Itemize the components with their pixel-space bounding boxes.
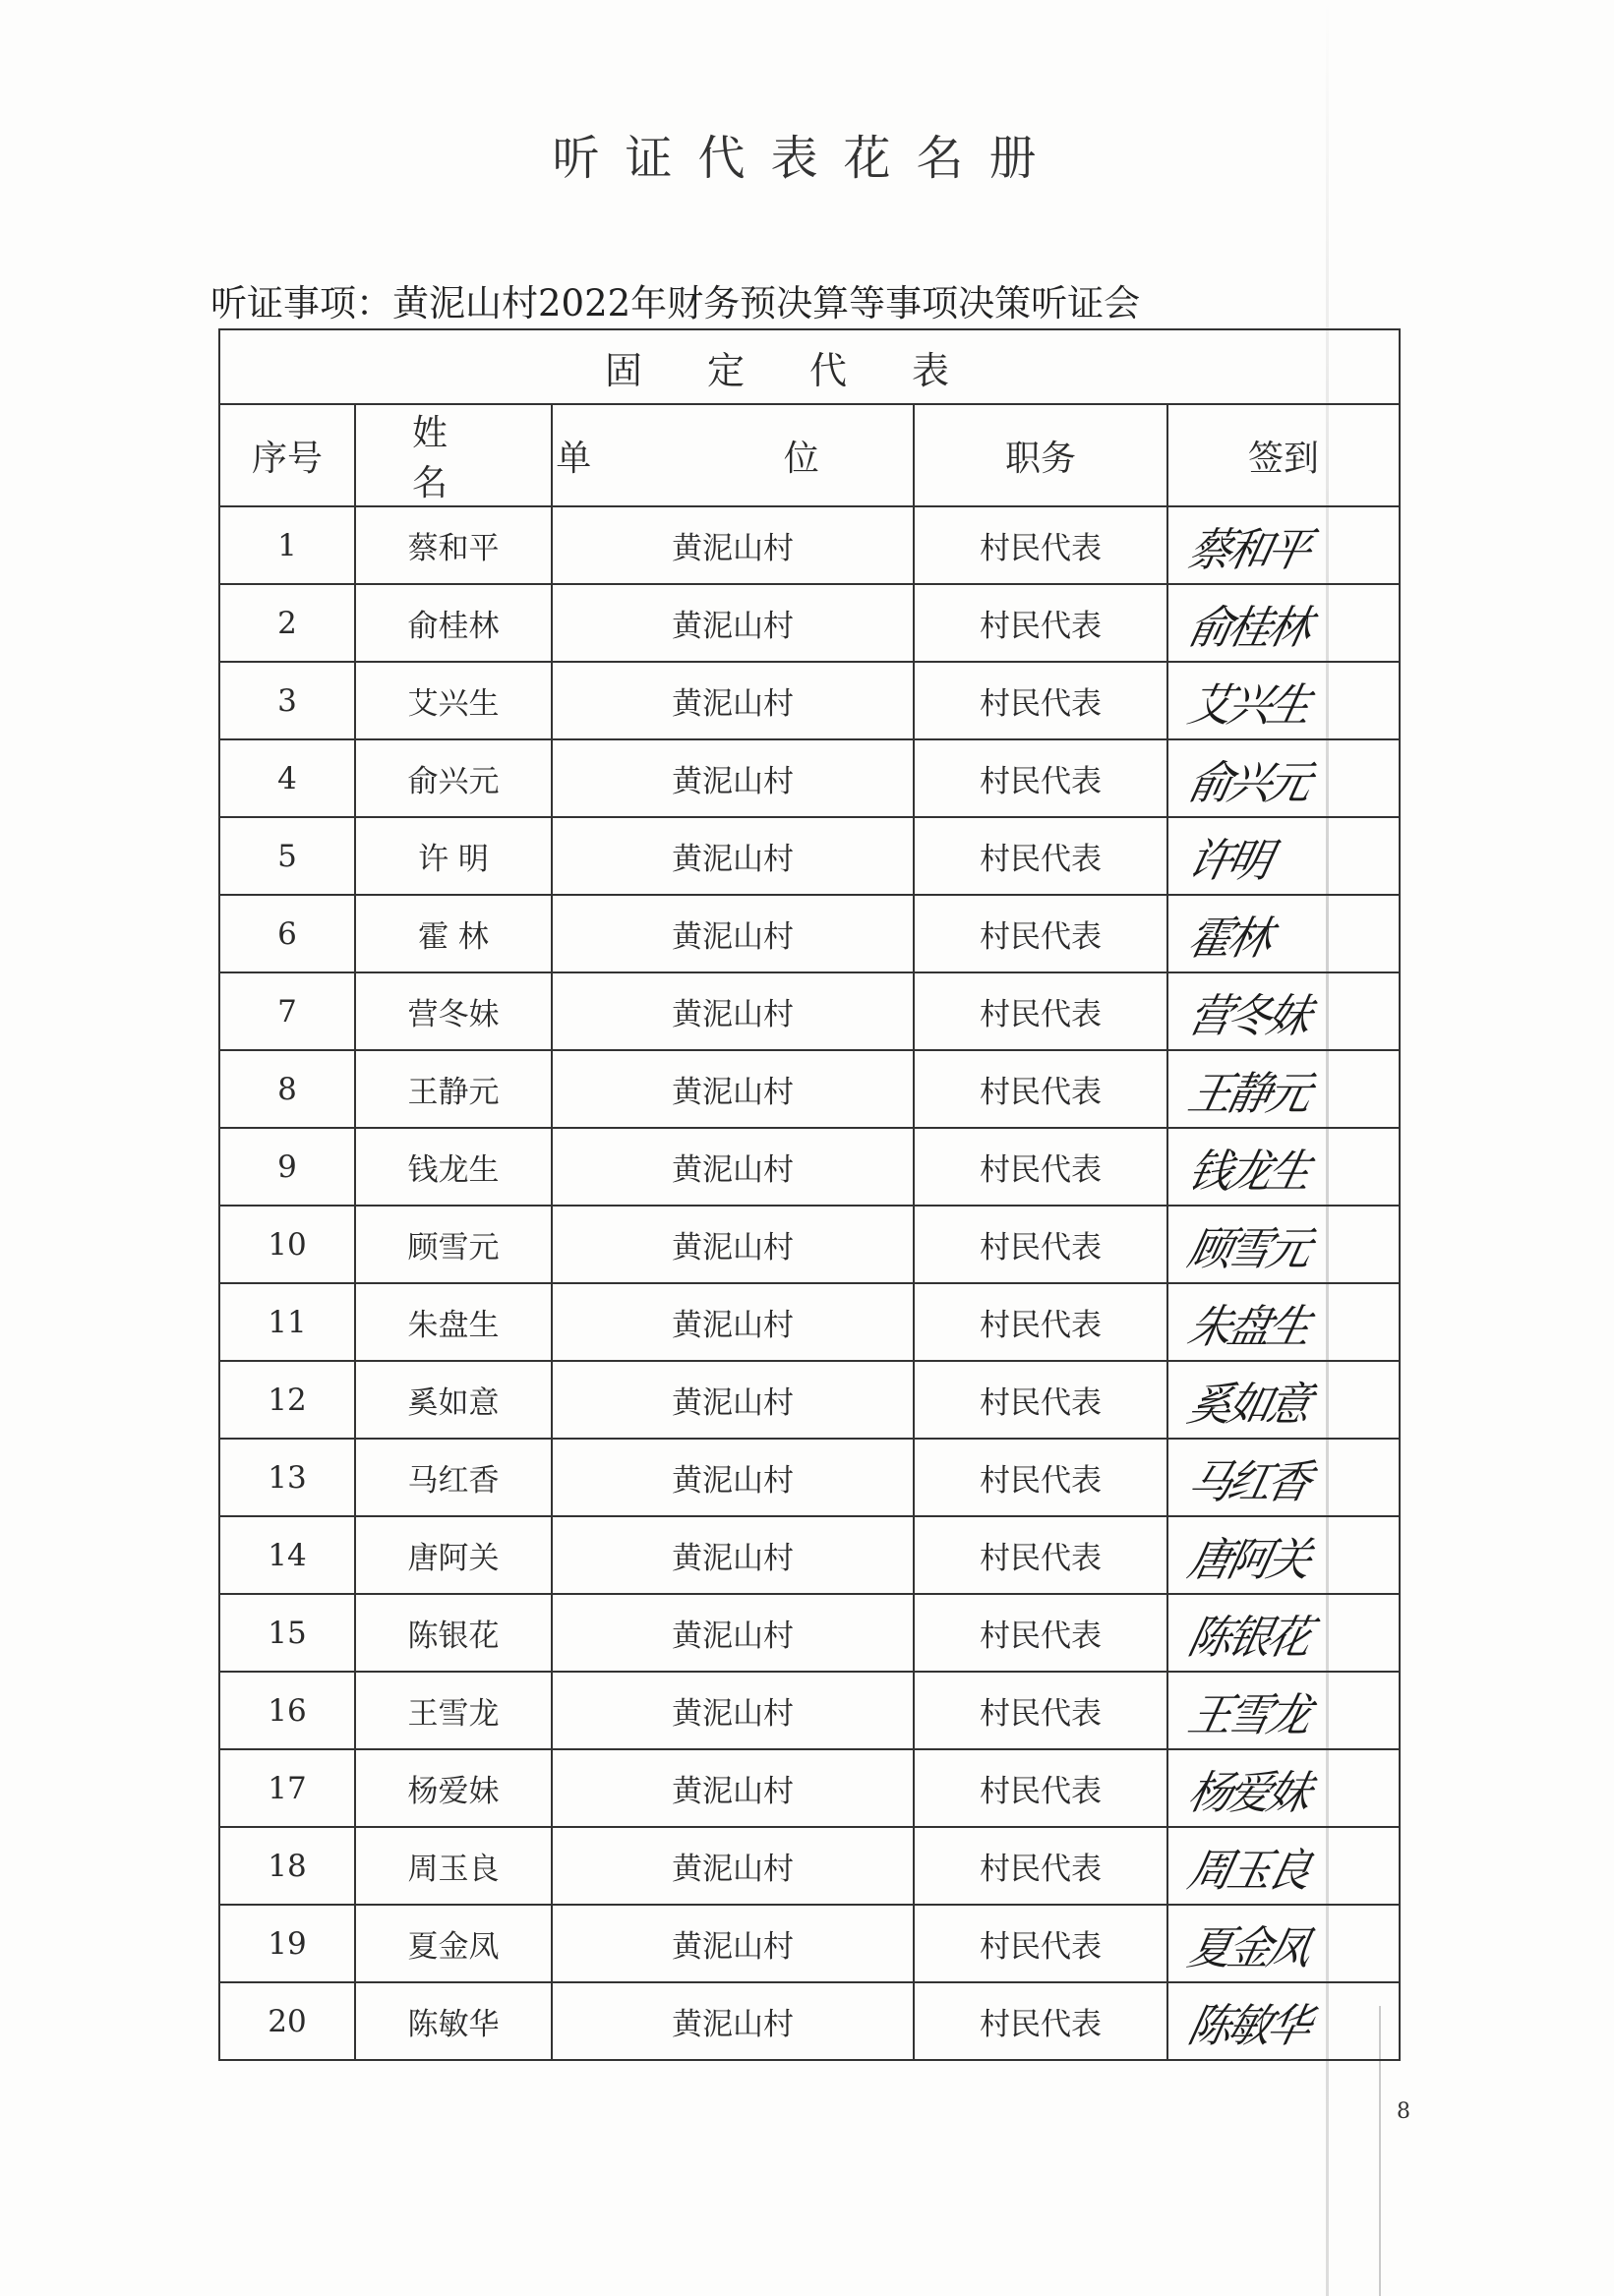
row-unit-cell: 黄泥山村	[552, 1905, 914, 1982]
table-row	[219, 1749, 1400, 1827]
table-row	[219, 895, 1400, 972]
row-unit-cell: 黄泥山村	[552, 1827, 914, 1905]
row-name-cell: 杨爱妹	[355, 1749, 552, 1827]
row-unit-cell: 黄泥山村	[552, 1594, 914, 1672]
roster-body	[219, 506, 1400, 2060]
column-header-sign: 签到	[1167, 404, 1400, 506]
row-role-cell: 村民代表	[914, 1128, 1167, 1206]
row-unit-cell: 黄泥山村	[552, 1361, 914, 1439]
table-row	[219, 584, 1400, 662]
row-signature-cell	[1167, 1439, 1400, 1516]
row-signature-cell	[1167, 972, 1400, 1050]
row-unit-cell: 黄泥山村	[552, 972, 914, 1050]
row-role-cell: 村民代表	[914, 972, 1167, 1050]
row-seq-cell: 7	[219, 972, 355, 1050]
row-name-cell: 钱龙生	[355, 1128, 552, 1206]
row-role-cell: 村民代表	[914, 1982, 1167, 2060]
row-name-cell: 陈敏华	[355, 1982, 552, 2060]
row-signature-cell	[1167, 1206, 1400, 1283]
row-unit-cell: 黄泥山村	[552, 506, 914, 584]
row-name-cell: 王雪龙	[355, 1672, 552, 1749]
handwritten-signature: 霍林	[1183, 912, 1274, 965]
row-seq-cell: 5	[219, 817, 355, 895]
row-name-cell: 蔡和平	[355, 506, 552, 584]
handwritten-signature: 陈敏华	[1183, 1999, 1313, 2052]
row-name-cell: 朱盘生	[355, 1283, 552, 1361]
row-name-cell: 周玉良	[355, 1827, 552, 1905]
table-row	[219, 972, 1400, 1050]
handwritten-signature: 营冬妹	[1183, 989, 1313, 1042]
row-unit-cell: 黄泥山村	[552, 1439, 914, 1516]
row-signature-cell	[1167, 1050, 1400, 1128]
hearing-subject-label: 听证事项：	[210, 282, 392, 324]
group-header-fixed-representatives: 固定代表	[219, 329, 1400, 404]
row-role-cell: 村民代表	[914, 1827, 1167, 1905]
row-seq-cell: 2	[219, 584, 355, 662]
column-header-role: 职务	[914, 404, 1167, 506]
row-seq-cell: 11	[219, 1283, 355, 1361]
row-name-cell: 艾兴生	[355, 662, 552, 739]
row-unit-cell: 黄泥山村	[552, 739, 914, 817]
column-header-seq: 序号	[219, 404, 355, 506]
row-signature-cell	[1167, 739, 1400, 817]
row-role-cell: 村民代表	[914, 1594, 1167, 1672]
row-name-cell: 唐阿关	[355, 1516, 552, 1594]
row-seq-cell: 12	[219, 1361, 355, 1439]
handwritten-signature: 艾兴生	[1183, 678, 1313, 732]
row-seq-cell: 17	[219, 1749, 355, 1827]
row-role-cell: 村民代表	[914, 1905, 1167, 1982]
handwritten-signature: 钱龙生	[1183, 1145, 1313, 1198]
table-row	[219, 1206, 1400, 1283]
row-name-cell: 霍 林	[355, 895, 552, 972]
row-signature-cell	[1167, 1905, 1400, 1982]
table-row	[219, 1905, 1400, 1982]
row-seq-cell: 9	[219, 1128, 355, 1206]
hearing-subject	[210, 273, 1140, 326]
row-name-cell: 夏金凤	[355, 1905, 552, 1982]
row-signature-cell	[1167, 1672, 1400, 1749]
representative-roster-table	[218, 328, 1401, 2061]
row-signature-cell	[1167, 1827, 1400, 1905]
handwritten-signature: 唐阿关	[1183, 1533, 1313, 1586]
row-seq-cell: 8	[219, 1050, 355, 1128]
row-unit-cell: 黄泥山村	[552, 1672, 914, 1749]
row-unit-cell: 黄泥山村	[552, 1283, 914, 1361]
table-row	[219, 506, 1400, 584]
table-row	[219, 1672, 1400, 1749]
row-signature-cell	[1167, 1128, 1400, 1206]
row-unit-cell: 黄泥山村	[552, 1206, 914, 1283]
row-signature-cell	[1167, 1749, 1400, 1827]
row-signature-cell	[1167, 506, 1400, 584]
row-seq-cell: 14	[219, 1516, 355, 1594]
table-row	[219, 1283, 1400, 1361]
page-title: 听证代表花名册	[552, 131, 1062, 186]
column-header-unit: 单 位	[552, 404, 914, 506]
row-role-cell: 村民代表	[914, 1439, 1167, 1516]
row-role-cell: 村民代表	[914, 739, 1167, 817]
row-unit-cell: 黄泥山村	[552, 817, 914, 895]
table-row	[219, 1594, 1400, 1672]
row-signature-cell	[1167, 662, 1400, 739]
row-seq-cell: 1	[219, 506, 355, 584]
table-row	[219, 817, 1400, 895]
row-name-cell: 奚如意	[355, 1361, 552, 1439]
row-unit-cell: 黄泥山村	[552, 895, 914, 972]
row-signature-cell	[1167, 584, 1400, 662]
page-number: 8	[1397, 2099, 1410, 2124]
row-seq-cell: 13	[219, 1439, 355, 1516]
row-signature-cell	[1167, 1283, 1400, 1361]
row-role-cell: 村民代表	[914, 1516, 1167, 1594]
row-seq-cell: 20	[219, 1982, 355, 2060]
hearing-subject-value: 黄泥山村2022年财务预决算等事项决策听证会	[392, 282, 1141, 324]
row-signature-cell	[1167, 1361, 1400, 1439]
row-name-cell: 顾雪元	[355, 1206, 552, 1283]
row-role-cell: 村民代表	[914, 662, 1167, 739]
row-name-cell: 陈银花	[355, 1594, 552, 1672]
row-seq-cell: 18	[219, 1827, 355, 1905]
column-header-name: 姓 名	[355, 404, 552, 506]
row-unit-cell: 黄泥山村	[552, 1982, 914, 2060]
table-row	[219, 1982, 1400, 2060]
row-role-cell: 村民代表	[914, 1050, 1167, 1128]
handwritten-signature: 俞桂林	[1183, 601, 1313, 654]
table-row	[219, 1516, 1400, 1594]
handwritten-signature: 夏金凤	[1183, 1921, 1313, 1974]
table-row	[219, 1439, 1400, 1516]
row-unit-cell: 黄泥山村	[552, 1516, 914, 1594]
handwritten-signature: 王雪龙	[1183, 1688, 1313, 1741]
row-name-cell: 俞兴元	[355, 739, 552, 817]
row-name-cell: 俞桂林	[355, 584, 552, 662]
handwritten-signature: 奚如意	[1183, 1378, 1313, 1431]
row-role-cell: 村民代表	[914, 1283, 1167, 1361]
handwritten-signature: 俞兴元	[1183, 756, 1313, 809]
row-seq-cell: 4	[219, 739, 355, 817]
row-role-cell: 村民代表	[914, 1672, 1167, 1749]
row-role-cell: 村民代表	[914, 584, 1167, 662]
row-signature-cell	[1167, 1516, 1400, 1594]
handwritten-signature: 许明	[1183, 834, 1274, 887]
handwritten-signature: 陈银花	[1183, 1611, 1313, 1664]
row-unit-cell: 黄泥山村	[552, 1050, 914, 1128]
handwritten-signature: 马红香	[1183, 1455, 1313, 1508]
row-role-cell: 村民代表	[914, 506, 1167, 584]
row-name-cell: 许 明	[355, 817, 552, 895]
row-unit-cell: 黄泥山村	[552, 1749, 914, 1827]
handwritten-signature: 周玉良	[1183, 1844, 1313, 1897]
row-seq-cell: 10	[219, 1206, 355, 1283]
handwritten-signature: 王静元	[1183, 1067, 1313, 1120]
row-role-cell: 村民代表	[914, 895, 1167, 972]
row-seq-cell: 6	[219, 895, 355, 972]
row-seq-cell: 3	[219, 662, 355, 739]
row-role-cell: 村民代表	[914, 1749, 1167, 1827]
row-seq-cell: 19	[219, 1905, 355, 1982]
row-unit-cell: 黄泥山村	[552, 1128, 914, 1206]
row-signature-cell	[1167, 817, 1400, 895]
table-row	[219, 1827, 1400, 1905]
row-unit-cell: 黄泥山村	[552, 584, 914, 662]
handwritten-signature: 蔡和平	[1183, 523, 1313, 576]
row-signature-cell	[1167, 895, 1400, 972]
row-role-cell: 村民代表	[914, 1206, 1167, 1283]
row-signature-cell	[1167, 1982, 1400, 2060]
row-seq-cell: 15	[219, 1594, 355, 1672]
row-name-cell: 马红香	[355, 1439, 552, 1516]
table-row	[219, 662, 1400, 739]
table-row	[219, 1050, 1400, 1128]
row-seq-cell: 16	[219, 1672, 355, 1749]
row-unit-cell: 黄泥山村	[552, 662, 914, 739]
row-signature-cell	[1167, 1594, 1400, 1672]
row-role-cell: 村民代表	[914, 817, 1167, 895]
table-row	[219, 739, 1400, 817]
row-name-cell: 王静元	[355, 1050, 552, 1128]
row-name-cell: 营冬妹	[355, 972, 552, 1050]
row-role-cell: 村民代表	[914, 1361, 1167, 1439]
table-row	[219, 1128, 1400, 1206]
handwritten-signature: 顾雪元	[1183, 1222, 1313, 1275]
handwritten-signature: 杨爱妹	[1183, 1766, 1313, 1819]
table-row	[219, 1361, 1400, 1439]
handwritten-signature: 朱盘生	[1183, 1300, 1313, 1353]
